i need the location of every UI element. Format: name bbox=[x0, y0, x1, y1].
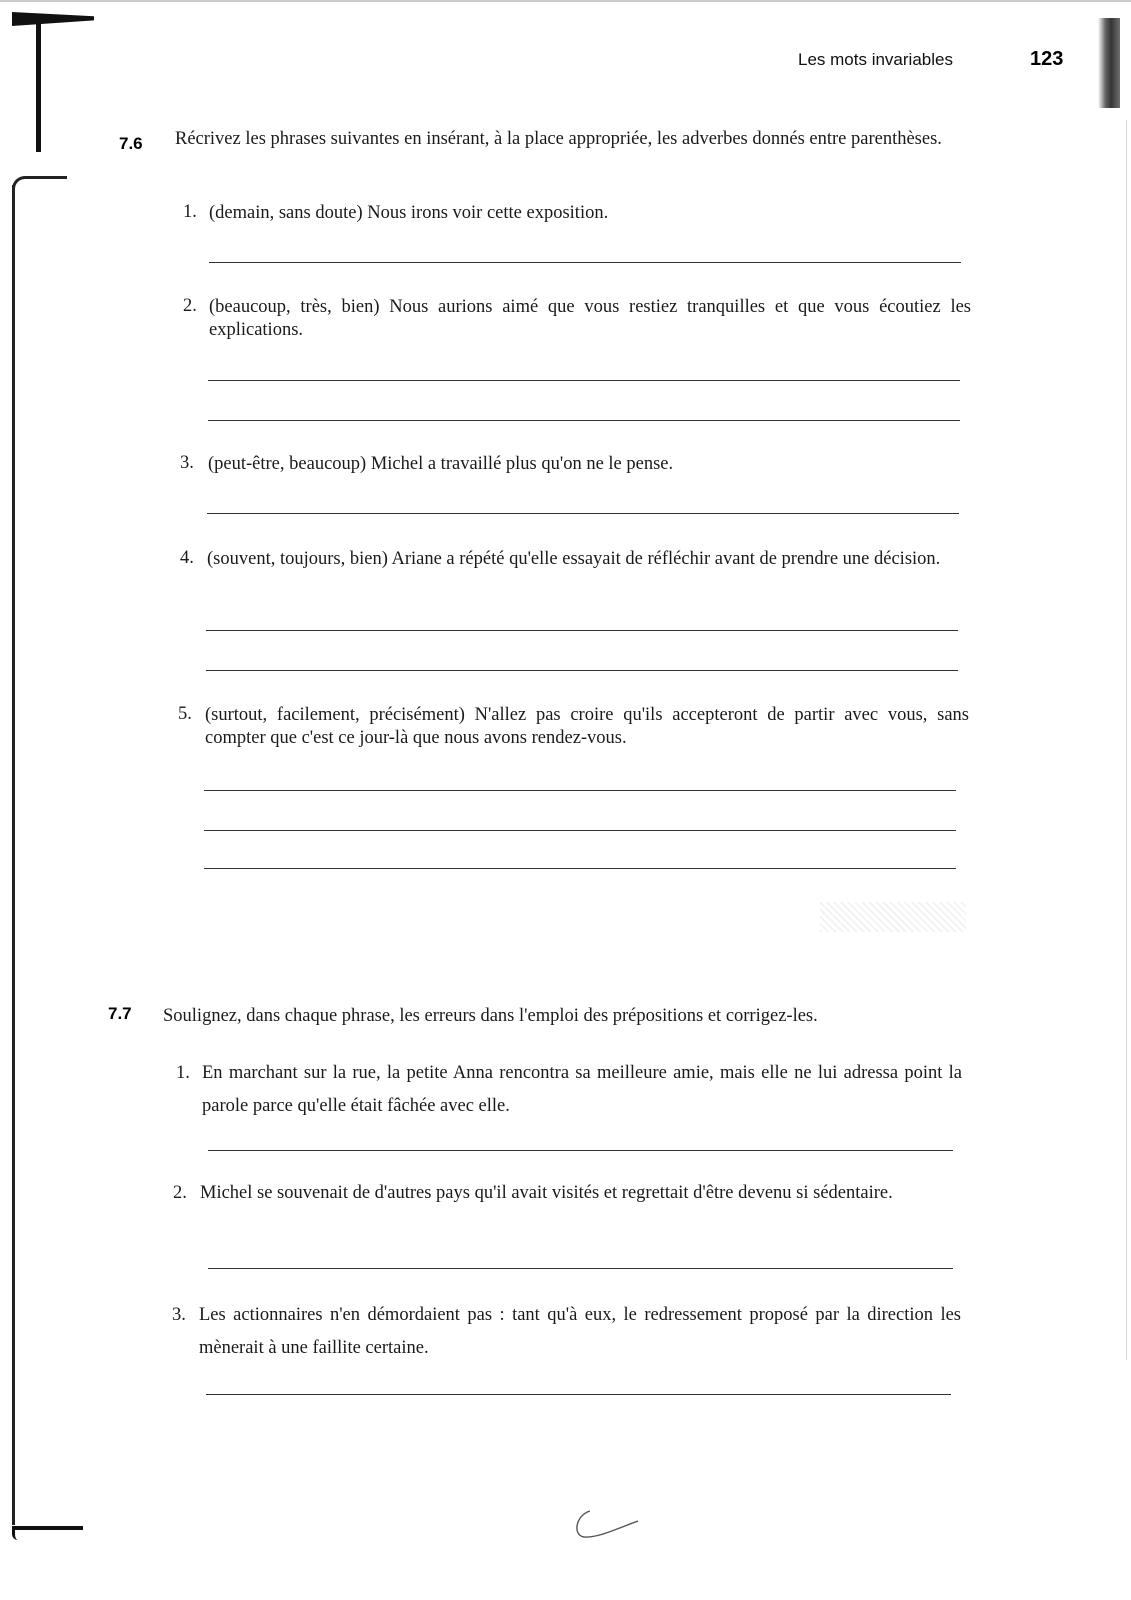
ex76-item-3-text: (peut-être, beaucoup) Michel a travaillé plus qu'on ne le pense. bbox=[208, 454, 674, 474]
answer-line[interactable] bbox=[208, 1268, 953, 1269]
ex77-item-1-text: En marchant sur la rue, la petite Anna rencontra sa meilleure amie, mais elle ne lui adressa point la parole parce qu'elle était fâchée avec elle. bbox=[202, 1063, 962, 1116]
binding-shadow-bottom bbox=[12, 1526, 83, 1540]
running-header-title: Les mots invariables bbox=[798, 50, 953, 69]
answer-line[interactable] bbox=[206, 1394, 951, 1395]
ex76-item-2-text: (beaucoup, très, bien) Nous aurions aimé que vous restiez tranquilles et que vous écoutiez les explications. bbox=[209, 297, 971, 340]
ex76-item-5-number: 5. bbox=[178, 704, 192, 724]
scan-right-edge-mark bbox=[1098, 18, 1120, 108]
exercise-number-7-7: 7.7 bbox=[108, 1004, 132, 1023]
answer-line[interactable] bbox=[207, 513, 959, 514]
scan-top-edge bbox=[0, 0, 1131, 2]
ex76-item-4-text: (souvent, toujours, bien) Ariane a répété qu'elle essayait de réfléchir avant de prendre une décision. bbox=[207, 549, 941, 569]
answer-line[interactable] bbox=[209, 262, 961, 263]
answer-line[interactable] bbox=[208, 380, 960, 381]
answer-line[interactable] bbox=[204, 790, 956, 791]
answer-line[interactable] bbox=[208, 420, 960, 421]
answer-line[interactable] bbox=[204, 830, 956, 831]
answer-line[interactable] bbox=[208, 1150, 953, 1151]
pencil-mark-icon bbox=[568, 1505, 648, 1545]
ex76-item-2-number: 2. bbox=[183, 296, 197, 316]
answer-line[interactable] bbox=[206, 670, 958, 671]
binding-shadow-upper bbox=[36, 22, 41, 152]
ex76-item-1-text: (demain, sans doute) Nous irons voir cette exposition. bbox=[209, 203, 609, 223]
binding-shadow-curve bbox=[12, 176, 67, 189]
ex76-item-4-number: 4. bbox=[180, 548, 194, 568]
exercise-number-7-6: 7.6 bbox=[119, 134, 143, 153]
ex77-item-2-number: 2. bbox=[173, 1183, 187, 1203]
binding-shadow-top bbox=[12, 12, 94, 26]
ex77-item-1-number: 1. bbox=[176, 1063, 190, 1083]
exercise-7-6-instruction: Récrivez les phrases suivantes en insérant, à la place appropriée, les adverbes donnés entre parenthèses. bbox=[175, 129, 942, 149]
ex76-item-3-number: 3. bbox=[180, 453, 194, 473]
answer-line[interactable] bbox=[204, 868, 956, 869]
ex77-item-3-text: Les actionnaires n'en démordaient pas : tant qu'à eux, le redressement proposé par la direction les mènerait à une faillite certaine. bbox=[199, 1305, 961, 1358]
page-number: 123 bbox=[1030, 48, 1064, 70]
answer-line[interactable] bbox=[206, 630, 958, 631]
ex77-item-2-text: Michel se souvenait de d'autres pays qu'il avait visités et regrettait d'être devenu si sédentaire. bbox=[200, 1183, 893, 1203]
scan-right-edge-line bbox=[1126, 120, 1127, 1360]
exercise-7-7-instruction: Soulignez, dans chaque phrase, les erreurs dans l'emploi des prépositions et corrigez-les. bbox=[163, 1006, 818, 1026]
ex77-item-3-number: 3. bbox=[172, 1305, 186, 1325]
scan-speckle bbox=[820, 902, 966, 932]
ex76-item-5-text: (surtout, facilement, précisément) N'allez pas croire qu'ils accepteront de partir avec vous, sans compter que c'est ce jour-là que nous avons rendez-vous. bbox=[205, 705, 969, 748]
ex76-item-1-number: 1. bbox=[183, 202, 197, 222]
binding-shadow-left bbox=[12, 185, 15, 1525]
